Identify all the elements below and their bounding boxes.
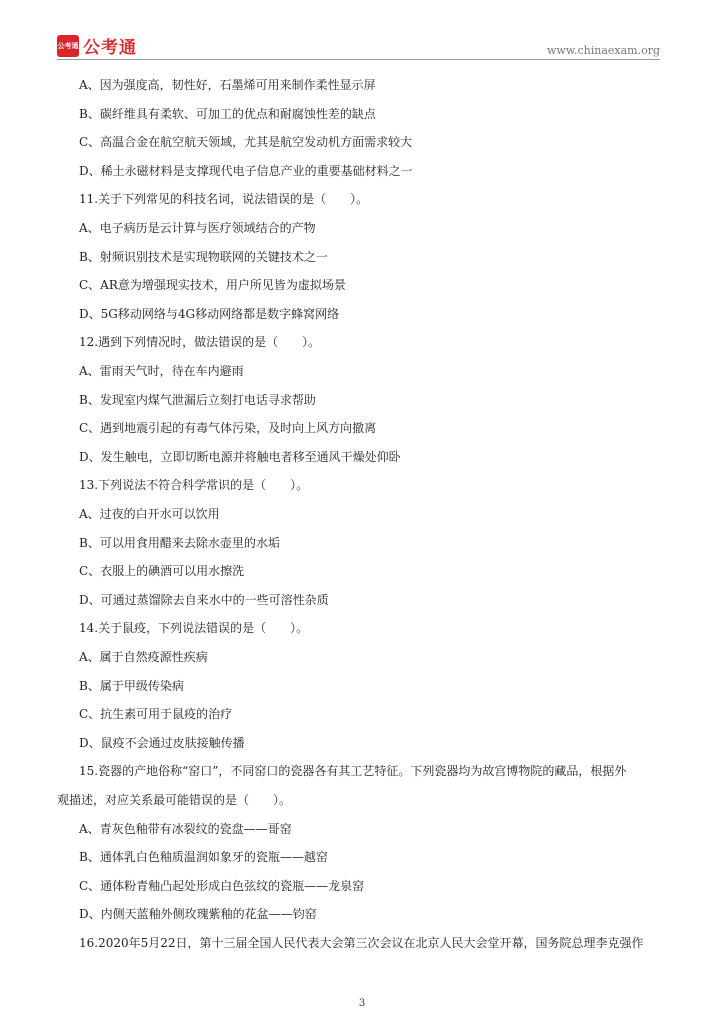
text-line: C、衣服上的碘酒可以用水擦洗 (79, 564, 245, 579)
text-line: 15.瓷器的产地俗称“窑口”，不同窑口的瓷器各有其工艺特征。下列瓷器均为故宫博物院的藏品，根据外 (79, 764, 627, 779)
site-url[interactable]: www.chinaexam.org (547, 44, 660, 57)
text-line: C、通体粉青釉凸起处形成白色弦纹的瓷瓶——龙泉窑 (79, 878, 365, 893)
text-line: C、抗生素可用于鼠疫的治疗 (79, 707, 233, 722)
logo (57, 33, 137, 58)
text-line: B、发现室内煤气泄漏后立刻打电话寻求帮助 (79, 392, 316, 407)
text-line: 11.关于下列常见的科技名词，说法错误的是（ ）。 (79, 192, 369, 207)
text-line: A、雷雨天气时，待在车内避雨 (79, 364, 244, 378)
header-divider (57, 59, 660, 60)
text-line: B、通体乳白色釉质温润如象牙的瓷瓶——越窑 (79, 850, 328, 865)
text-line: A、属于自然疫源性疾病 (79, 650, 208, 664)
text-line: C、遇到地震引起的有毒气体污染，及时向上风方向撤离 (79, 421, 377, 436)
text-line: A、因为强度高，韧性好，石墨烯可用来制作柔性显示屏 (79, 78, 376, 92)
logo-mark: 公考通 (57, 35, 79, 57)
text-line: B、属于甲级传染病 (79, 678, 184, 693)
text-line: B、碳纤维具有柔软、可加工的优点和耐腐蚀性差的缺点 (79, 106, 376, 121)
text-line: A、青灰色釉带有冰裂纹的瓷盘——哥窑 (79, 821, 292, 836)
text-line: 14.关于鼠疫，下列说法错误的是（ ）。 (79, 621, 309, 636)
page-header (0, 0, 724, 64)
text-line: A、电子病历是云计算与医疗领域结合的产物 (79, 221, 316, 235)
logo-text: 公考通 (83, 38, 137, 58)
text-line: C、AR意为增强现实技术，用户所见皆为虚拟场景 (79, 278, 346, 293)
text-line: D、发生触电，立即切断电源并将触电者移至通风干燥处仰卧 (79, 449, 401, 464)
text-line: 观描述，对应关系最可能错误的是（ ）。 (57, 793, 292, 807)
text-line: B、可以用食用醋来去除水壶里的水垢 (79, 535, 280, 550)
text-line: C、高温合金在航空航天领域，尤其是航空发动机方面需求较大 (79, 135, 413, 150)
text-line: 13.下列说法不符合科学常识的是（ ）。 (79, 478, 309, 493)
text-line: D、5G移动网络与4G移动网络都是数字蜂窝网络 (79, 306, 340, 321)
text-line: 16.2020年5月22日，第十三届全国人民代表大会第三次会议在北京人民大会堂开幕，国务院总理李克强作 (79, 936, 644, 950)
text-line: D、稀土永磁材料是支撑现代电子信息产业的重要基础材料之一 (79, 163, 413, 178)
text-line: D、鼠疫不会通过皮肤接触传播 (79, 735, 245, 750)
text-line: B、射频识别技术是实现物联网的关键技术之一 (79, 249, 328, 264)
text-line: A、过夜的白开水可以饮用 (79, 507, 220, 521)
text-line: D、内侧天蓝釉外侧玫瑰紫釉的花盆——钧窑 (79, 907, 317, 922)
text-line: 12.遇到下列情况时，做法错误的是（ ）。 (79, 335, 321, 350)
text-line: D、可通过蒸馏除去自来水中的一些可溶性杂质 (79, 592, 329, 607)
page-number: 3 (358, 998, 366, 1009)
